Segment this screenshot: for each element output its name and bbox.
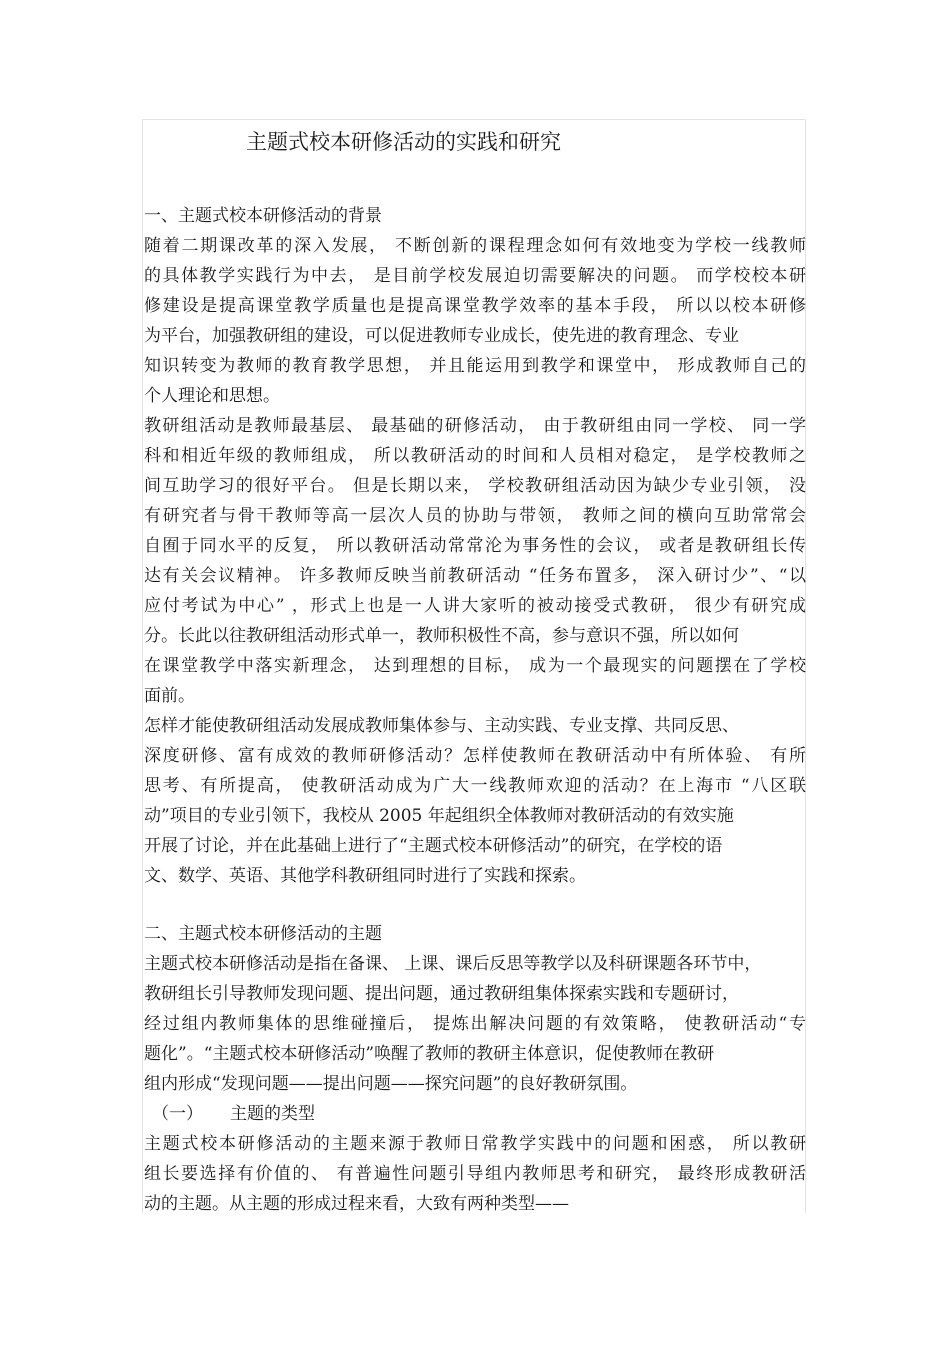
paragraph-line: 有研究者与骨干教师等高一层次人员的协助与带领， 教师之间的横向互助常常会	[144, 506, 806, 526]
paragraph-line: 的具体教学实践行为中去， 是目前学校发展迫切需要解决的问题。 而学校校本研	[144, 266, 806, 286]
paragraph-line: 动的主题。从主题的形成过程来看，大致有两种类型——	[144, 1194, 569, 1214]
paragraph-line: 题化”。“主题式校本研修活动”唤醒了教师的教研主体意识，促使教师在教研	[144, 1044, 715, 1064]
paragraph-line: 组内形成“发现问题——提出问题——探究问题”的良好教研氛围。	[144, 1074, 638, 1094]
paragraph-line: 科和相近年级的教师组成， 所以教研活动的时间和人员相对稳定， 是学校教师之	[144, 446, 806, 466]
paragraph-line: 分。长此以往教研组活动形式单一，教师积极性不高，参与意识不强，所以如何	[144, 626, 739, 646]
paragraph-line: 文、数学、英语、其他学科教研组同时进行了实践和探索。	[144, 866, 586, 886]
paragraph-line: 动”项目的专业引领下，我校从 2005 年起组织全体教师对教研活动的有效实施	[144, 806, 734, 826]
paragraph-line: 思考、有所提高， 使教研活动成为广大一线教师欢迎的活动？在上海市 “八区联	[144, 776, 806, 796]
section-spacer	[144, 891, 806, 919]
paragraph-line: 个人理论和思想。	[144, 386, 280, 406]
paragraph-line: 开展了讨论，并在此基础上进行了“主题式校本研修活动”的研究，在学校的语	[144, 836, 723, 856]
subsection-title: 主题的类型	[230, 1104, 315, 1124]
paragraph-line: 组长要选择有价值的、 有普遍性问题引导组内教师思考和研究， 最终形成教研活	[144, 1164, 806, 1184]
paragraph-line: 应付考试为中心” ，形式上也是一人讲大家听的被动接受式教研， 很少有研究成	[144, 596, 806, 616]
section-1-heading: 一、主题式校本研修活动的背景	[144, 206, 382, 226]
document-title: 主题式校本研修活动的实践和研究	[246, 130, 561, 154]
paragraph-line: 主题式校本研修活动的主题来源于教师日常教学实践中的问题和困惑， 所以教研	[144, 1134, 806, 1154]
document-body	[144, 201, 806, 1219]
paragraph-line: 深度研修、富有成效的教师研修活动？怎样使教师在教研活动中有所体验、 有所	[144, 746, 806, 766]
paragraph-line: 经过组内教师集体的思维碰撞后， 提炼出解决问题的有效策略， 使教研活动“专	[144, 1014, 806, 1034]
paragraph-line: 自囿于同水平的反复， 所以教研活动常常沦为事务性的会议， 或者是教研组长传	[144, 536, 806, 556]
section-2-heading: 二、主题式校本研修活动的主题	[144, 924, 382, 944]
subsection-number: （一）	[152, 1104, 203, 1124]
paragraph-line: 为平台，加强教研组的建设，可以促进教师专业成长，使先进的教育理念、专业	[144, 326, 739, 346]
paragraph-line: 怎样才能使教研组活动发展成教师集体参与、主动实践、专业支撑、共同反思、	[144, 716, 739, 736]
paragraph-line: 教研组活动是教师最基层、 最基础的研修活动， 由于教研组由同一学校、 同一学	[144, 416, 806, 436]
paragraph-line: 在课堂教学中落实新理念， 达到理想的目标， 成为一个最现实的问题摆在了学校	[144, 656, 806, 676]
paragraph-line: 修建设是提高课堂教学质量也是提高课堂教学效率的基本手段， 所以以校本研修	[144, 296, 806, 316]
paragraph-line: 主题式校本研修活动是指在备课、 上课、课后反思等教学以及科研课题各环节中，	[144, 954, 762, 974]
paragraph-line: 随着二期课改革的深入发展， 不断创新的课程理念如何有效地变为学校一线教师	[144, 236, 806, 256]
paragraph-line: 面前。	[144, 686, 195, 706]
paragraph-line: 知识转变为教师的教育教学思想， 并且能运用到教学和课堂中， 形成教师自己的	[144, 356, 806, 376]
paragraph-line: 间互助学习的很好平台。 但是长期以来， 学校教研组活动因为缺少专业引领， 没	[144, 476, 806, 496]
paragraph-line: 教研组长引导教师发现问题、提出问题，通过教研组集体探索实践和专题研讨，	[144, 984, 739, 1004]
paragraph-line: 达有关会议精神。 许多教师反映当前教研活动 “任务布置多， 深入研讨少”、“以	[144, 566, 806, 586]
subsection-heading	[144, 1099, 806, 1129]
